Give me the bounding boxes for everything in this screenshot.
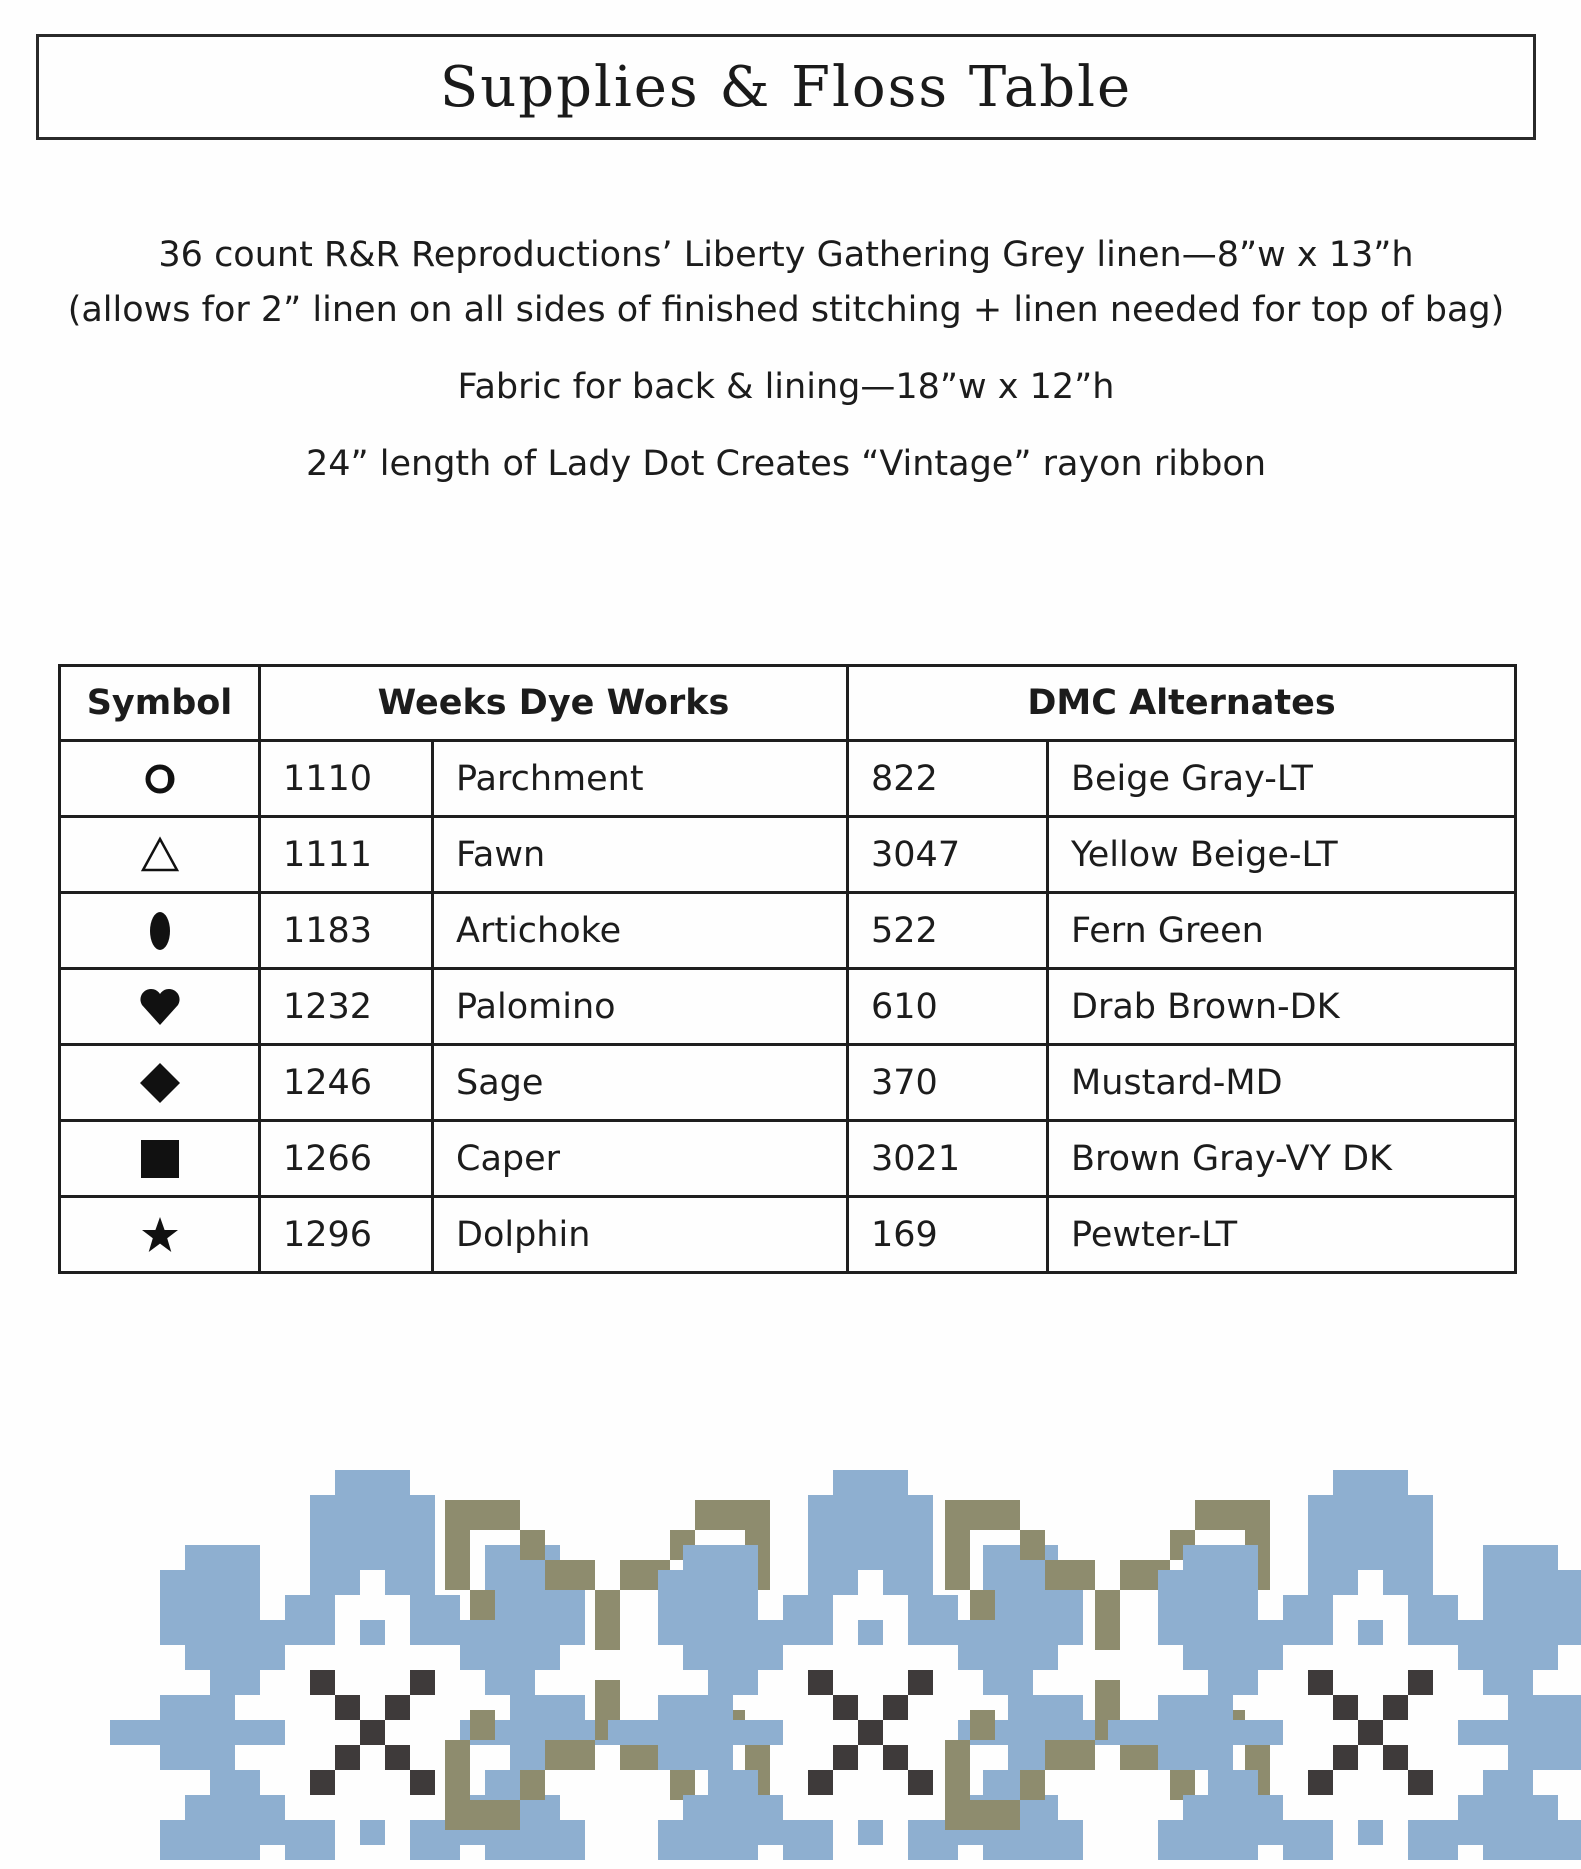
wdw-number: 1183 bbox=[260, 893, 433, 969]
dmc-name: Fern Green bbox=[1048, 893, 1516, 969]
wdw-number: 1110 bbox=[260, 741, 433, 817]
triangle-outline-icon bbox=[137, 832, 183, 878]
cross-stitch-motif-border bbox=[0, 1440, 1581, 1860]
wdw-name: Artichoke bbox=[433, 893, 848, 969]
wdw-name: Caper bbox=[433, 1121, 848, 1197]
star-icon bbox=[137, 1212, 183, 1258]
heart-icon bbox=[137, 984, 183, 1030]
crescent-circle-icon bbox=[137, 756, 183, 802]
table-row bbox=[60, 817, 1516, 893]
symbol-cell bbox=[60, 817, 260, 893]
motif-flower bbox=[608, 1470, 1133, 1860]
table-row bbox=[60, 741, 1516, 817]
symbol-cell bbox=[60, 1121, 260, 1197]
page-title: Supplies & Floss Table bbox=[439, 54, 1133, 120]
wdw-number: 1232 bbox=[260, 969, 433, 1045]
wdw-number: 1111 bbox=[260, 817, 433, 893]
wdw-number: 1296 bbox=[260, 1197, 433, 1273]
square-icon bbox=[137, 1136, 183, 1182]
dmc-name: Pewter-LT bbox=[1048, 1197, 1516, 1273]
dmc-name: Beige Gray-LT bbox=[1048, 741, 1516, 817]
title-box bbox=[36, 34, 1536, 140]
dmc-name: Brown Gray-VY DK bbox=[1048, 1121, 1516, 1197]
table-row bbox=[60, 969, 1516, 1045]
diamond-icon bbox=[137, 1060, 183, 1106]
wdw-name: Sage bbox=[433, 1045, 848, 1121]
symbol-cell bbox=[60, 893, 260, 969]
dmc-number: 822 bbox=[848, 741, 1048, 817]
wdw-name: Dolphin bbox=[433, 1197, 848, 1273]
dmc-number: 370 bbox=[848, 1045, 1048, 1121]
dmc-number: 522 bbox=[848, 893, 1048, 969]
dmc-name: Mustard-MD bbox=[1048, 1045, 1516, 1121]
dmc-number: 3047 bbox=[848, 817, 1048, 893]
dmc-name: Yellow Beige-LT bbox=[1048, 817, 1516, 893]
floss-table bbox=[58, 664, 1517, 1274]
header-dmc-alternates: DMC Alternates bbox=[848, 666, 1516, 741]
supply-fabric: Fabric for back & lining—18”w x 12”h bbox=[457, 367, 1115, 407]
table-row bbox=[60, 1197, 1516, 1273]
supply-linen-note: (allows for 2” linen on all sides of finished stitching + linen needed for top of bag) bbox=[67, 290, 1505, 330]
dmc-number: 169 bbox=[848, 1197, 1048, 1273]
motif-flower bbox=[1108, 1470, 1581, 1860]
wdw-number: 1246 bbox=[260, 1045, 433, 1121]
motif-flower bbox=[110, 1470, 635, 1860]
wdw-number: 1266 bbox=[260, 1121, 433, 1197]
header-weeks-dye-works: Weeks Dye Works bbox=[260, 666, 848, 741]
table-row bbox=[60, 1121, 1516, 1197]
table-row bbox=[60, 1045, 1516, 1121]
symbol-cell bbox=[60, 1045, 260, 1121]
symbol-cell bbox=[60, 1197, 260, 1273]
oval-icon bbox=[137, 908, 183, 954]
supplies-list bbox=[36, 228, 1536, 492]
table-row bbox=[60, 893, 1516, 969]
dmc-name: Drab Brown-DK bbox=[1048, 969, 1516, 1045]
wdw-name: Fawn bbox=[433, 817, 848, 893]
dmc-number: 3021 bbox=[848, 1121, 1048, 1197]
header-symbol: Symbol bbox=[60, 666, 260, 741]
table-header-row bbox=[60, 666, 1516, 741]
supply-ribbon: 24” length of Lady Dot Creates “Vintage” rayon ribbon bbox=[305, 444, 1267, 484]
supply-linen: 36 count R&R Reproductions’ Liberty Gathering Grey linen—8”w x 13”h bbox=[158, 235, 1414, 275]
dmc-number: 610 bbox=[848, 969, 1048, 1045]
wdw-name: Palomino bbox=[433, 969, 848, 1045]
symbol-cell bbox=[60, 741, 260, 817]
symbol-cell bbox=[60, 969, 260, 1045]
wdw-name: Parchment bbox=[433, 741, 848, 817]
